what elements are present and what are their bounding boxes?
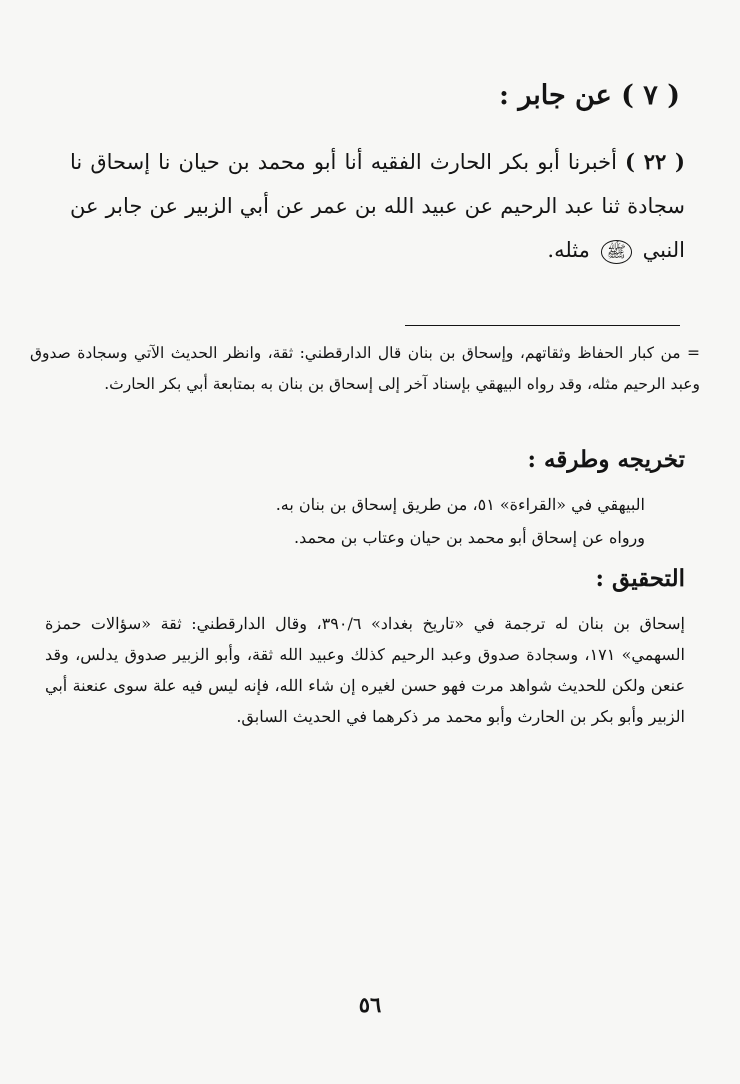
hadith-paragraph [70,140,685,272]
takhrij-line: ورواه عن إسحاق أبو محمد بن حيان وعتاب بن محمد. [294,528,645,547]
takhrij-section [75,488,645,554]
footnote-text: = من كبار الحفاظ وثقاتهم، وإسحاق بن بنان قال الدارقطني: ثقة، وانظر الحديث الآتي وسجادة صدوق وعبد الرحيم مثله، وقد رواه البيهقي بإسناد آخر إلى إسحاق بن بنان به بمتابعة أبي بكر الحارث. [30,344,700,393]
footnote [30,338,700,400]
hadith-number: ( ٢٢ ) [625,149,685,174]
hadith-block [70,140,685,272]
tahqiq-text: إسحاق بن بنان له ترجمة في «تاريخ بغداد» ٣٩٠/٦، وقال الدارقطني: ثقة «سؤالات حمزة السهمي» ١٧١، وسجادة صدوق وعبد الرحيم كذلك وعبيد الله ثقة، وأبو الزبير صدوق يدلس، وقد عنعن ولكن للحديث شواهد مرت فهو حسن لغيره إن شاء الله، فإنه ليس فيه علة سوى عنعنة أبي الزبير وأبو بكر بن الحارث وأبو محمد مر ذكرهما في الحديث السابق. [45,614,686,726]
tahqiq-heading: التحقيق : [595,565,685,592]
chapter-heading: ( ٧ ) عن جابر : [498,80,680,111]
takhrij-heading: تخريجه وطرقه : [527,446,685,473]
hadith-text: أخبرنا أبو بكر الحارث الفقيه أنا أبو محمد بن حيان نا إسحاق نا سجادة ثنا عبد الرحيم عن عبيد الله بن عمر عن أبي الزبير عن جابر عن النبي [70,150,685,262]
tahqiq-section [45,608,685,732]
footnote-divider [405,325,680,326]
page-number: ٥٦ [358,992,382,1017]
salutation-mark: ﷺ [601,240,632,264]
hadith-text-end: مثله. [547,238,590,262]
takhrij-line: البيهقي في «القراءة» ٥١، من طريق إسحاق بن بنان به. [275,495,645,514]
